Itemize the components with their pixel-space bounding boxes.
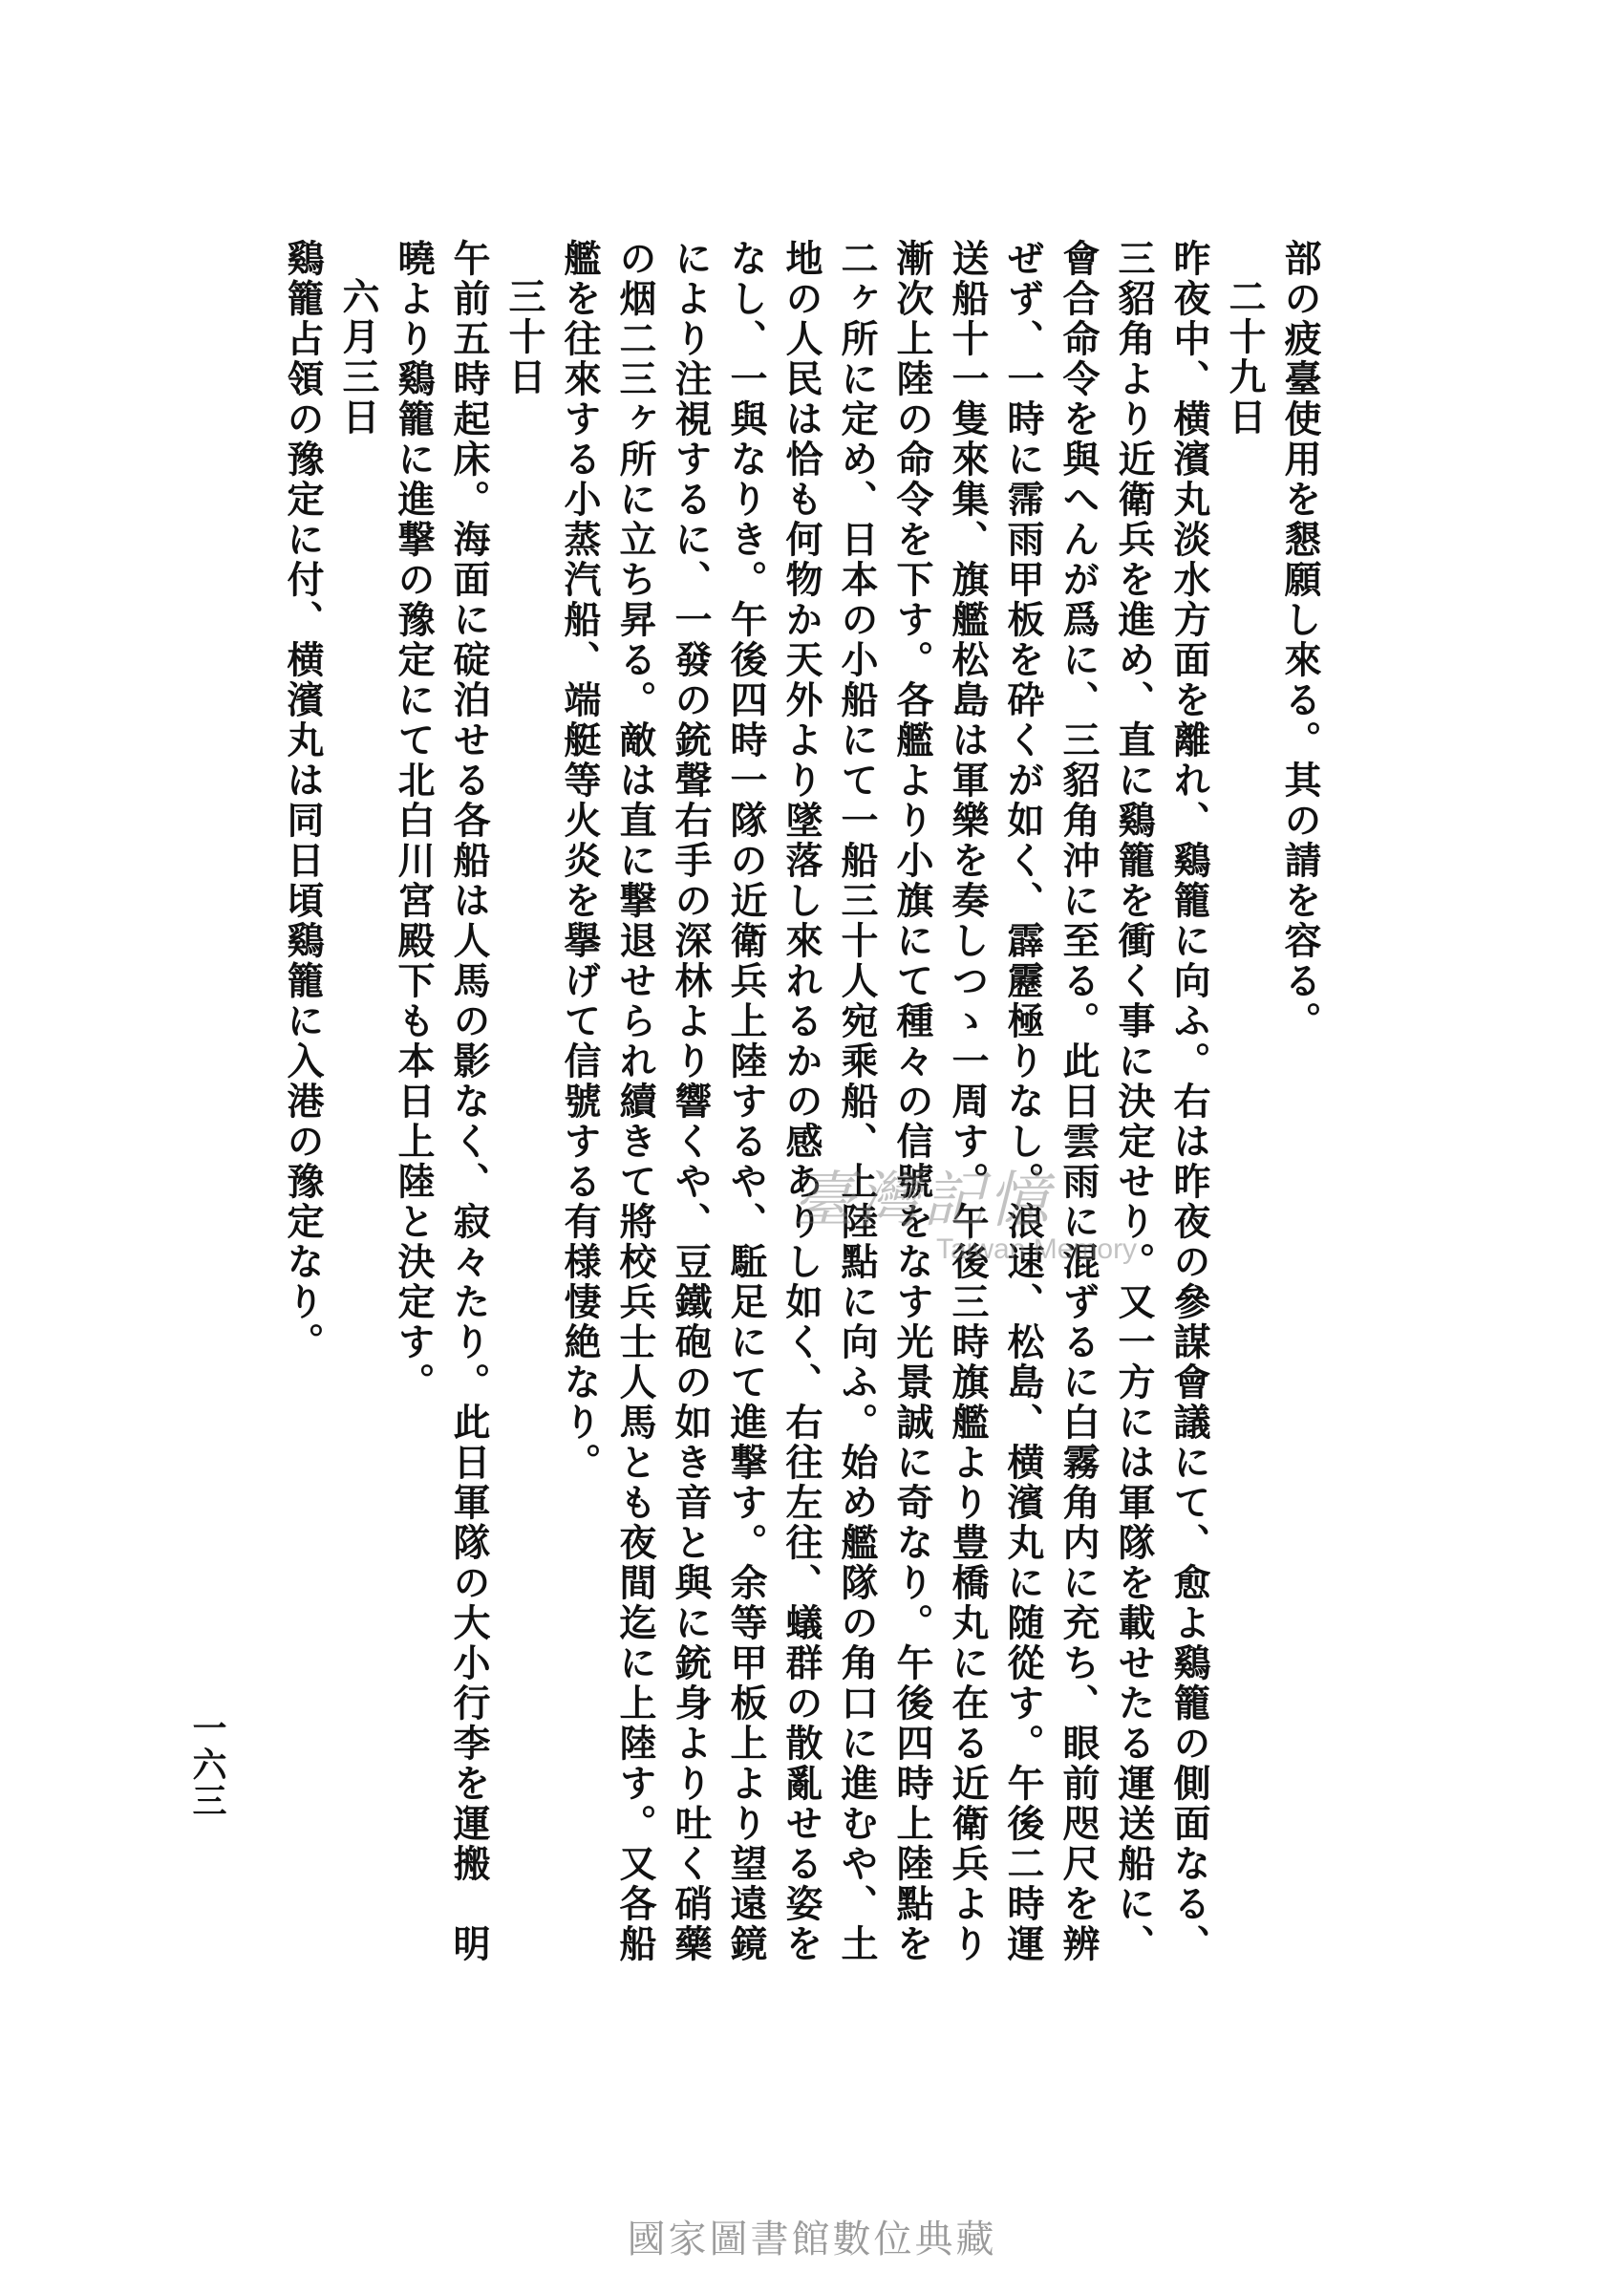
footer-archive-label: 國家圖書館數位典藏 [627, 2218, 997, 2261]
paragraph-june-3: 鷄籠占領の豫定に付、横濱丸は同日頃鷄籠に入港の豫定なり。 [281, 239, 325, 1362]
date-heading-30: 三十日 [502, 277, 546, 397]
date-heading-29: 二十九日 [1223, 277, 1267, 438]
paragraph-30th: 午前五時起床。海面に碇泊せる各船は人馬の影なく、寂々たり。此日軍隊の大小行李を運搬 明曉より鷄籠に進撃の豫定にて北白川宮殿下も本日上陸と決定す。 [392, 239, 491, 1964]
paragraph-intro: 部の疲臺使用を懇願し來る。其の請を容る。 [1278, 239, 1322, 1041]
paragraph-29th: 昨夜中、横濱丸淡水方面を離れ、鷄籠に向ふ。右は昨夜の參謀會議にて、愈よ鷄籠の側面なる、三貂角より近衛兵を進め、直に鷄籠を衝く事に決定せり。又一方には軍隊を載せたる運送船に、會合命令を與へんが爲に、三貂角沖に至る。此日雲雨に混ずるに白霧角内に充ち、眼前咫尺を辨ぜず、一時に霈雨甲板を砕くが如く、霹靂極りなし。浪速、松島、横濱丸に随從す。午後二時運送船十一隻來集、旗艦松島は軍樂を奏しつゝ一周す。午後三時旗艦より豊橋丸に在る近衛兵より漸次上陸の命令を下す。各艦より小旗にて種々の信號をなす光景誠に奇なり。午後四時上陸點を二ヶ所に定め、日本の小船にて一船三十人宛乘船、上陸點に向ふ。始め艦隊の角口に進むや、土地の人民は恰も何物か天外より墜落し來れるかの感ありし如く、右往左往、蟻群の散亂せる姿をなし、一與なりき。午後四時一隊の近衛兵上陸するや、駈足にて進撃す。余等甲板上より望遠鏡により注視するに、一發の銃聲右手の深林より響くや、豆鐵砲の如き音と與に銃身より吐く硝藥の烟二三ヶ所に立ち昇る。敵は直に撃退せられ續きて將校兵士人馬とも夜間迄に上陸す。又各船艦を往來する小蒸汽船、端艇等火炎を擧げて信號する有様悽絶なり。 [558, 239, 1211, 1964]
page-number: 一六三 [187, 1710, 227, 1819]
watermark-subtitle: Taiwan Memory [936, 1233, 1138, 1265]
watermark-title: 臺灣記憶 [793, 1166, 1053, 1236]
date-heading-june-3: 六月三日 [336, 277, 380, 438]
body-text [275, 239, 1328, 1978]
